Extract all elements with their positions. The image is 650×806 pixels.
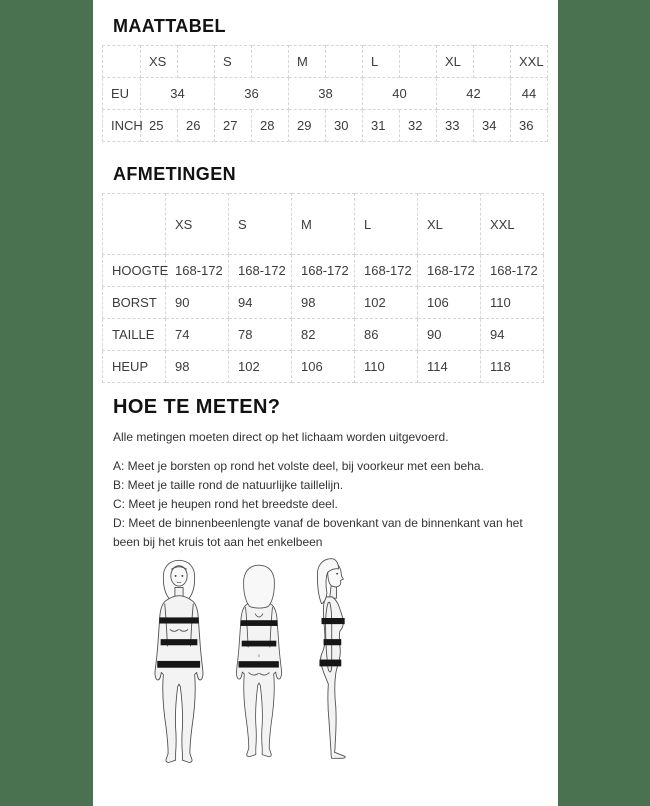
size-cell: 28 — [252, 110, 289, 142]
header-cell: S — [229, 194, 292, 255]
header-cell: L — [363, 46, 400, 78]
how-to-measure-intro: Alle metingen moeten direct op het lichaam worden uitgevoerd. — [113, 430, 449, 444]
row-label: TAILLE — [103, 319, 166, 351]
header-cell: XL — [418, 194, 481, 255]
size-cell: 74 — [166, 319, 229, 351]
size-cell: 31 — [363, 110, 400, 142]
size-cell: 98 — [166, 351, 229, 383]
table-row-eu — [103, 78, 548, 110]
header-cell: S — [215, 46, 252, 78]
row-label: BORST — [103, 287, 166, 319]
hip-band — [239, 661, 279, 667]
neck — [330, 586, 337, 598]
header-cell: L — [355, 194, 418, 255]
eye-right — [181, 575, 183, 577]
header-cell: XXL — [511, 46, 548, 78]
how-to-measure-title: HOE TE METEN? — [113, 396, 281, 418]
size-cell: 30 — [326, 110, 363, 142]
size-cell: 168-172 — [355, 255, 418, 287]
size-cell: 44 — [511, 78, 548, 110]
table-row-taille — [103, 319, 544, 351]
row-label: HOOGTE — [103, 255, 166, 287]
size-cell: 94 — [229, 287, 292, 319]
size-table-header-row — [103, 46, 548, 78]
row-label: INCH — [103, 110, 141, 142]
size-cell: 168-172 — [166, 255, 229, 287]
size-cell: 114 — [418, 351, 481, 383]
size-cell: 102 — [229, 351, 292, 383]
figure-side-view — [305, 556, 353, 774]
hip-band — [319, 660, 341, 667]
header-cell: XS — [166, 194, 229, 255]
header-cell: XXL — [481, 194, 544, 255]
header-cell — [103, 46, 141, 78]
header-cell: XL — [437, 46, 474, 78]
header-cell — [474, 46, 511, 78]
measurements-header-row — [103, 194, 544, 255]
row-label: EU — [103, 78, 141, 110]
size-cell: 34 — [474, 110, 511, 142]
size-cell: 94 — [481, 319, 544, 351]
size-cell: 36 — [215, 78, 289, 110]
size-cell: 40 — [363, 78, 437, 110]
figure-front-view — [145, 556, 213, 774]
size-cell: 29 — [289, 110, 326, 142]
size-cell: 168-172 — [229, 255, 292, 287]
table-row-heup — [103, 351, 544, 383]
measurements-table-title: AFMETINGEN — [113, 164, 236, 184]
instruction-line-d: D: Meet de binnenbeenlengte vanaf de bovenkant van de binnenkant van het been bij het kruis tot aan het enkelbeen — [113, 516, 523, 549]
size-cell: 33 — [437, 110, 474, 142]
waist-band — [324, 639, 342, 645]
instruction-line-c: C: Meet je heupen rond het breedste deel. — [113, 497, 338, 511]
header-cell — [178, 46, 215, 78]
size-cell: 102 — [355, 287, 418, 319]
instruction-line-b: B: Meet je taille rond de natuurlijke taillelijn. — [113, 478, 344, 492]
figure-back-view — [227, 556, 291, 774]
size-table — [102, 45, 548, 142]
body-measurement-figures — [145, 556, 558, 774]
size-cell: 27 — [215, 110, 252, 142]
size-cell: 36 — [511, 110, 548, 142]
size-cell: 90 — [166, 287, 229, 319]
hip-band — [157, 661, 200, 668]
size-cell: 106 — [292, 351, 355, 383]
row-label: HEUP — [103, 351, 166, 383]
size-cell: 34 — [141, 78, 215, 110]
bust-band — [240, 620, 277, 626]
size-cell: 38 — [289, 78, 363, 110]
size-cell: 106 — [418, 287, 481, 319]
size-cell: 78 — [229, 319, 292, 351]
hair — [244, 565, 275, 608]
size-cell: 110 — [481, 287, 544, 319]
instruction-line-a: A: Meet je borsten op rond het volste deel, bij voorkeur met een beha. — [113, 459, 484, 473]
table-row-borst — [103, 287, 544, 319]
size-cell: 118 — [481, 351, 544, 383]
size-cell: 168-172 — [292, 255, 355, 287]
table-row-hoogte — [103, 255, 544, 287]
header-cell: M — [292, 194, 355, 255]
size-cell: 86 — [355, 319, 418, 351]
size-cell: 25 — [141, 110, 178, 142]
header-cell — [326, 46, 363, 78]
bust-band — [159, 617, 198, 623]
header-cell — [400, 46, 437, 78]
size-cell: 168-172 — [481, 255, 544, 287]
size-cell: 110 — [355, 351, 418, 383]
header-cell: XS — [141, 46, 178, 78]
size-cell: 82 — [292, 319, 355, 351]
size-cell: 32 — [400, 110, 437, 142]
bust-band — [322, 618, 345, 624]
waist-band — [242, 641, 277, 647]
header-cell: M — [289, 46, 326, 78]
size-cell: 90 — [418, 319, 481, 351]
eye — [336, 573, 338, 575]
measurements-table — [102, 193, 544, 383]
size-cell: 26 — [178, 110, 215, 142]
measuring-instructions — [113, 457, 541, 552]
size-cell: 168-172 — [418, 255, 481, 287]
header-cell — [103, 194, 166, 255]
header-cell — [252, 46, 289, 78]
waist-band — [161, 639, 198, 645]
eye-left — [175, 575, 177, 577]
size-cell: 42 — [437, 78, 511, 110]
size-guide-content — [93, 0, 558, 806]
size-table-title: MAATTABEL — [113, 16, 226, 36]
table-row-inch — [103, 110, 548, 142]
size-cell: 98 — [292, 287, 355, 319]
